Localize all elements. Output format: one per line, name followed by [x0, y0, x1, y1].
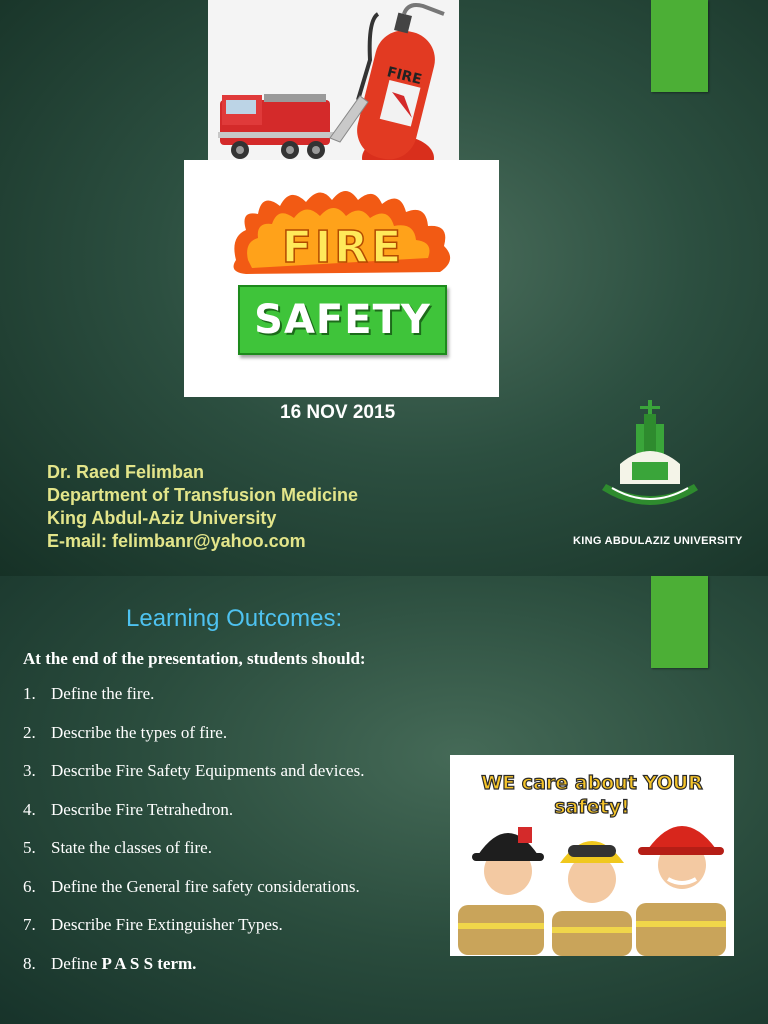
presenter-university: King Abdul-Aziz University [47, 508, 277, 528]
fire-flames-graphic [228, 182, 458, 282]
cartoon-subheadline: safety! [554, 796, 630, 818]
fire-safety-card [184, 160, 499, 397]
extinguisher-label: FIRE [385, 64, 424, 89]
cartoon-headline: WE care about YOUR [481, 772, 703, 794]
list-item: 8. Define P A S S term. [23, 953, 197, 973]
fire-word: FIRE [281, 222, 405, 273]
list-item: 3. Describe Fire Safety Equipments and devices. [23, 761, 365, 780]
list-item: 6. Define the General fire safety considerations. [23, 876, 360, 896]
accent-bar [651, 576, 708, 668]
presenter-info [47, 461, 358, 553]
firefighters-cartoon [450, 755, 734, 956]
presenter-name: Dr. Raed Felimban [47, 462, 205, 482]
safety-banner [238, 285, 447, 355]
list-item: 1. Define the fire. [23, 684, 155, 703]
kau-logo-emblem [598, 398, 702, 520]
presenter-department: Department of Transfusion Medicine [47, 485, 359, 505]
list-item: 5. State the classes of fire. [23, 838, 212, 857]
slide-title: Learning Outcomes: [126, 605, 343, 632]
accent-bar [651, 0, 708, 92]
safety-word: SAFETY [254, 297, 431, 343]
outcomes-list [23, 682, 364, 990]
firefighters-cartoon-image [450, 755, 734, 956]
presenter-email: E-mail: felimbanr@yahoo.com [47, 531, 306, 551]
kau-logo-name: KING ABDULAZIZ UNIVERSITY [573, 535, 743, 547]
list-item: 2. Describe the types of fire. [23, 722, 228, 742]
list-item: 4. Describe Fire Tetrahedron. [23, 799, 234, 819]
outcomes-intro: At the end of the presentation, students should: [23, 649, 366, 668]
presentation-date: 16 NOV 2015 [280, 402, 396, 423]
list-item: 7. Describe Fire Extinguisher Types. [23, 915, 283, 934]
